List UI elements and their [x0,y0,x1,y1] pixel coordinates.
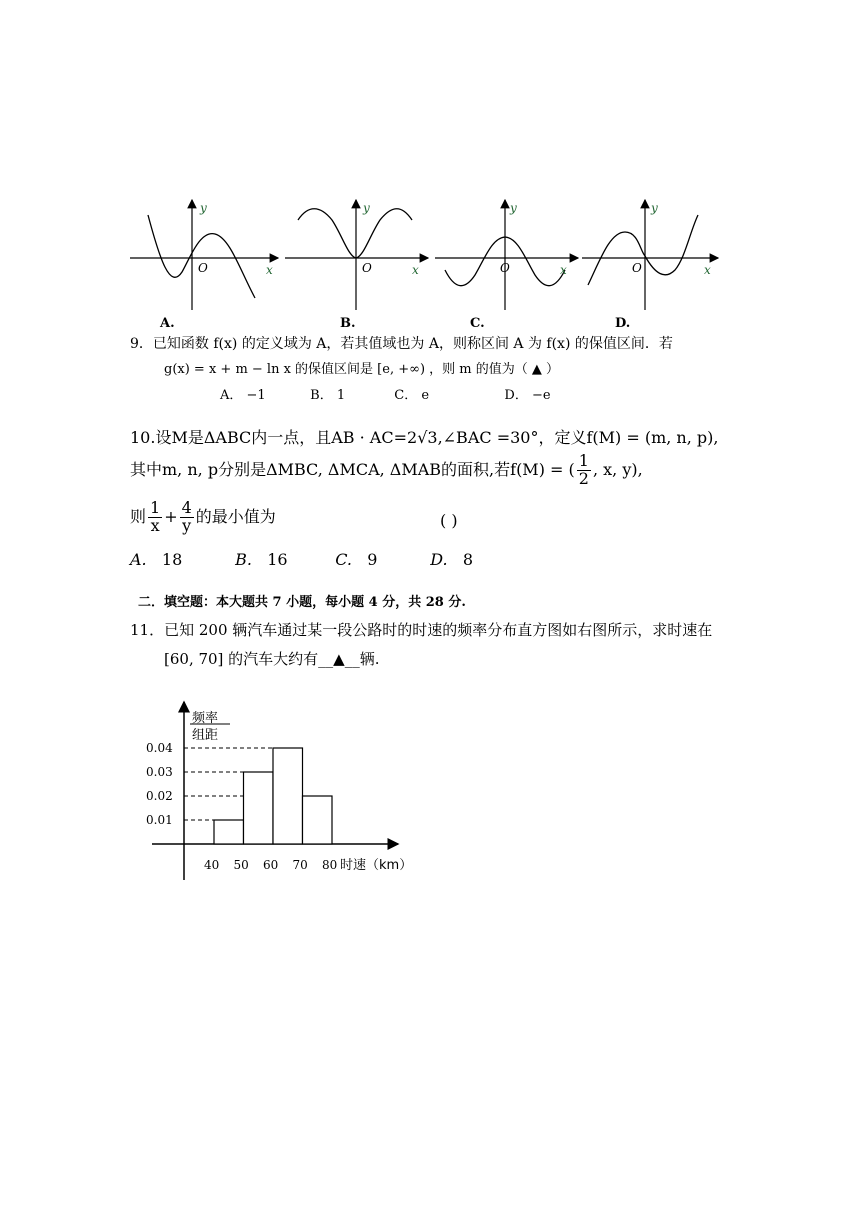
q10-plus: + [164,506,178,526]
section2-heading: 二．填空题：本大题共 7 小题，每小题 4 分，共 28 分. [138,595,466,610]
histogram-x-tick: 60 [263,858,279,872]
histogram-bar-60-70 [273,748,303,844]
graph-c-y-label: y [510,201,517,215]
q10-line2 [130,453,643,488]
q10-frac-2-num: 4 [181,498,192,517]
q10-answer-paren: ( ) [440,511,458,530]
q10-option-a-value: 18 [161,550,183,569]
q10-line3-start: 则 [130,506,147,526]
q10-frac-1-num: 1 [150,498,161,517]
q10-frac-1 [148,500,162,535]
q9-line2: g(x) = x + m − ln x 的保值区间是 [e, +∞) ，则 m 的值为（ ▲ ） [164,362,559,377]
q11-line1: 11．已知 200 辆汽车通过某一段公路时的时速的频率分布直方图如右图所示，求时速在 [130,621,713,639]
graph-label-c: C. [470,316,485,331]
q11-line2: [60, 70] 的汽车大约有__▲__辆. [164,650,380,668]
graph-a-origin: O [198,261,208,275]
q10-frac-2 [180,500,194,535]
q10-option-b-letter: B. [235,550,252,569]
q10-option-c-letter: C. [335,550,352,569]
q10-half-fraction [577,453,591,488]
histogram-chart [140,698,440,888]
graph-a [130,200,278,310]
histogram-xlabel: 时速（km） [340,858,413,873]
histogram-x-tick: 80 [322,858,338,872]
q10-options [130,550,490,569]
q9-line1-text: 已知函数 f(x) 的定义域为 A，若其值域也为 A，则称区间 A 为 f(x) 的保值区间．若 [152,336,673,352]
histogram-y-tick: 0.04 [146,741,173,755]
q9-option-c: C． e [394,388,430,403]
graph-label-d: D. [615,316,631,331]
q10-option-a-letter: A. [130,550,147,569]
graph-b-x-label: x [412,263,419,277]
graph-d-x-label: x [704,263,711,277]
q10-half-den: 2 [578,468,589,488]
histogram-y-tick: 0.01 [146,813,173,827]
q10-line1: 10.设M是ΔABC内一点，且AB · AC=2√3,∠BAC =30°，定义f(M) = (m, n, p), [130,428,719,447]
graph-a-y-label: y [200,201,207,215]
graph-c-origin: O [500,261,510,275]
q10-line2-end: , x, y), [592,459,643,479]
function-graphs [120,190,730,340]
q10-option-c-value: 9 [367,550,378,569]
histogram-x-tick: 40 [204,858,220,872]
q10-line3 [130,500,276,535]
graph-b-origin: O [362,261,372,275]
q10-option-d-letter: D. [430,550,448,569]
histogram-x-tick: 50 [233,858,249,872]
histogram-y-tick: 0.03 [146,765,173,779]
q9-options [220,384,574,403]
graph-a-x-label: x [266,263,273,277]
histogram-bar-40-50 [214,820,244,844]
histogram-bar-70-80 [303,796,333,844]
q10-frac-2-den: y [182,515,192,535]
graph-label-a: A. [160,316,175,331]
histogram-x-tick: 70 [292,858,308,872]
graph-d [582,200,718,310]
q9-option-d: D． −e [504,388,551,403]
graph-label-b: B. [340,316,356,331]
histogram-y-tick: 0.02 [146,789,173,803]
graph-c [435,200,578,310]
histogram-ylabel-top: 频率 [192,711,219,726]
q10-line3-end: 的最小值为 [195,506,276,526]
graph-c-x-label: x [560,263,567,277]
q10-option-d-value: 8 [462,550,474,569]
q9-option-a: A． −1 [220,388,266,403]
graph-b [285,200,428,310]
q9-number: 9． [130,336,153,352]
histogram-bar-50-60 [244,772,274,844]
q10-option-b-value: 16 [267,550,288,569]
q10-half-num: 1 [578,451,589,470]
q9-line1 [130,333,673,353]
q10-line2-start: 其中m, n, p分别是ΔMBC, ΔMCA, ΔMAB的面积,若f(M) = ( [130,459,575,479]
q10-frac-1-den: x [150,515,160,535]
graph-d-y-label: y [651,201,658,215]
q9-option-b: B． 1 [310,388,346,403]
graph-b-y-label: y [363,201,370,215]
graph-d-origin: O [632,261,642,275]
histogram-ylabel-bottom: 组距 [192,728,219,743]
